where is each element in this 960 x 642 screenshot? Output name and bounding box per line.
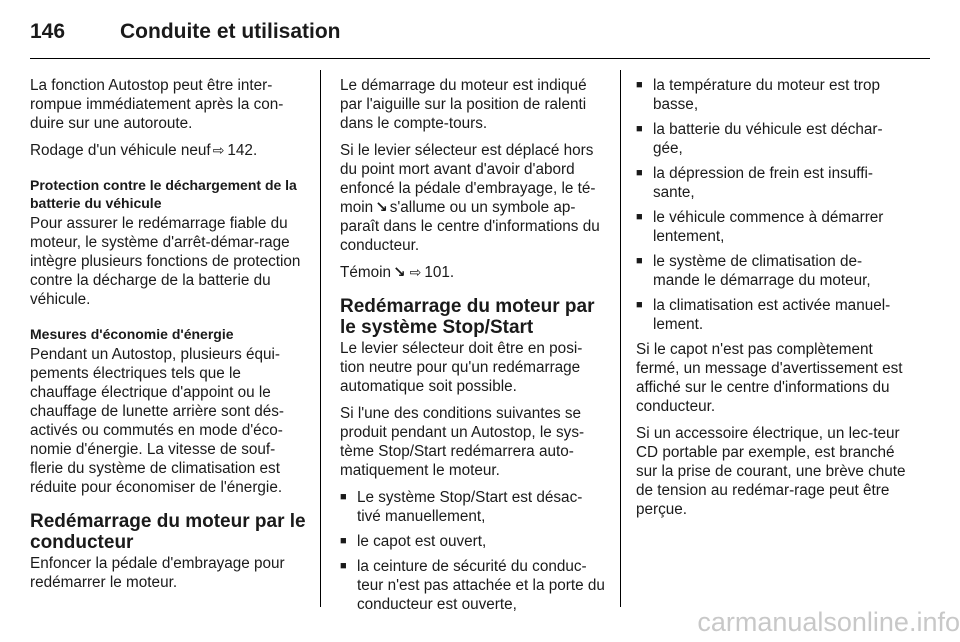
page-reference-link[interactable]: 101.: [424, 264, 455, 281]
section-title: Redémarrage du moteur par le système Stop/Start: [340, 296, 595, 338]
paragraph-text: Rodage d'un véhicule neuf: [30, 142, 211, 159]
list-item: ■ la batterie du véhicule est déchar-gée,: [636, 121, 883, 157]
list-item: ■ le capot est ouvert,: [340, 533, 487, 550]
page-reference-icon[interactable]: ⇨: [409, 264, 422, 280]
section-heading: Protection contre le déchargement de la batterie du véhicule: [30, 177, 297, 211]
page-reference-icon[interactable]: ⇨: [212, 142, 225, 158]
list-item: ■ la dépression de frein est insuffi-sante,: [636, 165, 873, 201]
paragraph: Pendant un Autostop, plusieurs équi-pements électriques tels que le chauffage électrique d'appoint ou le chauffage de lunette arrière sont dés-activés ou commutés en mode d'éco-nomie d'énergie. La vitesse de souf-flerie du système de climatisation est réduite pour économiser de l'énergie.: [30, 346, 284, 496]
paragraph: Le démarrage du moteur est indiqué par l'aiguille sur la position de ralenti dans le compte-tours.: [340, 77, 587, 132]
header-rule: [30, 58, 930, 59]
watermark: carmanualsonline.info: [697, 607, 960, 637]
paragraph: [340, 141, 606, 255]
paragraph-text: Si le levier sélecteur est déplacé hors du point mort avant d'avoir d'abord enfoncé la pédale d'embrayage, le té-moin: [340, 142, 596, 216]
bullet-icon: ■: [636, 299, 643, 311]
column-1: [30, 76, 306, 592]
list-item: ■ le système de climatisation de-mande le démarrage du moteur,: [636, 253, 871, 289]
section-title: Redémarrage du moteur par le conducteur: [30, 511, 306, 553]
list-item: ■ la température du moteur est trop basse,: [636, 77, 881, 113]
stop-start-indicator-icon: ↘: [375, 199, 388, 216]
paragraph: [30, 141, 306, 160]
condition-list: [340, 488, 606, 614]
condition-list: [636, 76, 906, 334]
bullet-icon: ■: [636, 211, 643, 223]
column-3: [636, 76, 906, 527]
bullet-icon: ■: [636, 167, 643, 179]
column-2: [340, 76, 606, 620]
paragraph: Si un accessoire électrique, un lec-teur CD portable par exemple, est branché sur la prise de courant, une brève chute de tension au redémar-rage peut être perçue.: [636, 425, 906, 518]
paragraph: Si l'une des conditions suivantes se produit pendant un Autostop, le sys-tème Stop/Start redémarrera auto-matiquement le moteur.: [340, 405, 585, 479]
paragraph: Pour assurer le redémarrage fiable du moteur, le système d'arrêt-démar-rage intègre plusieurs fonctions de protection contre la décharge de la batterie du véhicule.: [30, 215, 301, 308]
paragraph: Enfoncer la pédale d'embrayage pour redémarrer le moteur.: [30, 555, 285, 591]
bullet-icon: ■: [636, 79, 643, 91]
list-item: ■ le véhicule commence à démarrer lentement,: [636, 209, 884, 245]
page-title: Conduite et utilisation: [120, 20, 341, 43]
paragraph: La fonction Autostop peut être inter-rompue immédiatement après la con-duire sur une autoroute.: [30, 77, 284, 132]
paragraph: Si le capot n'est pas complètement fermé, un message d'avertissement est affiché sur le centre d'informations du conducteur.: [636, 341, 903, 415]
list-item: ■ la climatisation est activée manuel-lement.: [636, 297, 891, 333]
list-item: ■ Le système Stop/Start est désac-tivé manuellement,: [340, 489, 583, 525]
bullet-icon: ■: [636, 123, 643, 135]
page-reference-link[interactable]: 142.: [227, 142, 258, 159]
column-divider: [320, 70, 321, 607]
list-item: ■ la ceinture de sécurité du conduc-teur n'est pas attachée et la porte du conducteur est ouverte,: [340, 558, 605, 613]
stop-start-indicator-icon: ↘: [393, 264, 406, 281]
bullet-icon: ■: [340, 491, 347, 503]
bullet-icon: ■: [340, 535, 347, 547]
paragraph: [340, 263, 606, 282]
column-divider: [620, 70, 621, 607]
page-number: 146: [30, 20, 66, 43]
paragraph-text: Témoin: [340, 264, 392, 281]
bullet-icon: ■: [340, 560, 347, 572]
bullet-icon: ■: [636, 255, 643, 267]
paragraph-text: s'allume ou un symbole ap-paraît dans le centre d'informations du conducteur.: [340, 199, 600, 254]
page-header: [30, 16, 341, 48]
section-heading: Mesures d'économie d'énergie: [30, 326, 234, 342]
paragraph: Le levier sélecteur doit être en posi-tion neutre pour qu'un redémarrage automatique soit possible.: [340, 340, 583, 395]
